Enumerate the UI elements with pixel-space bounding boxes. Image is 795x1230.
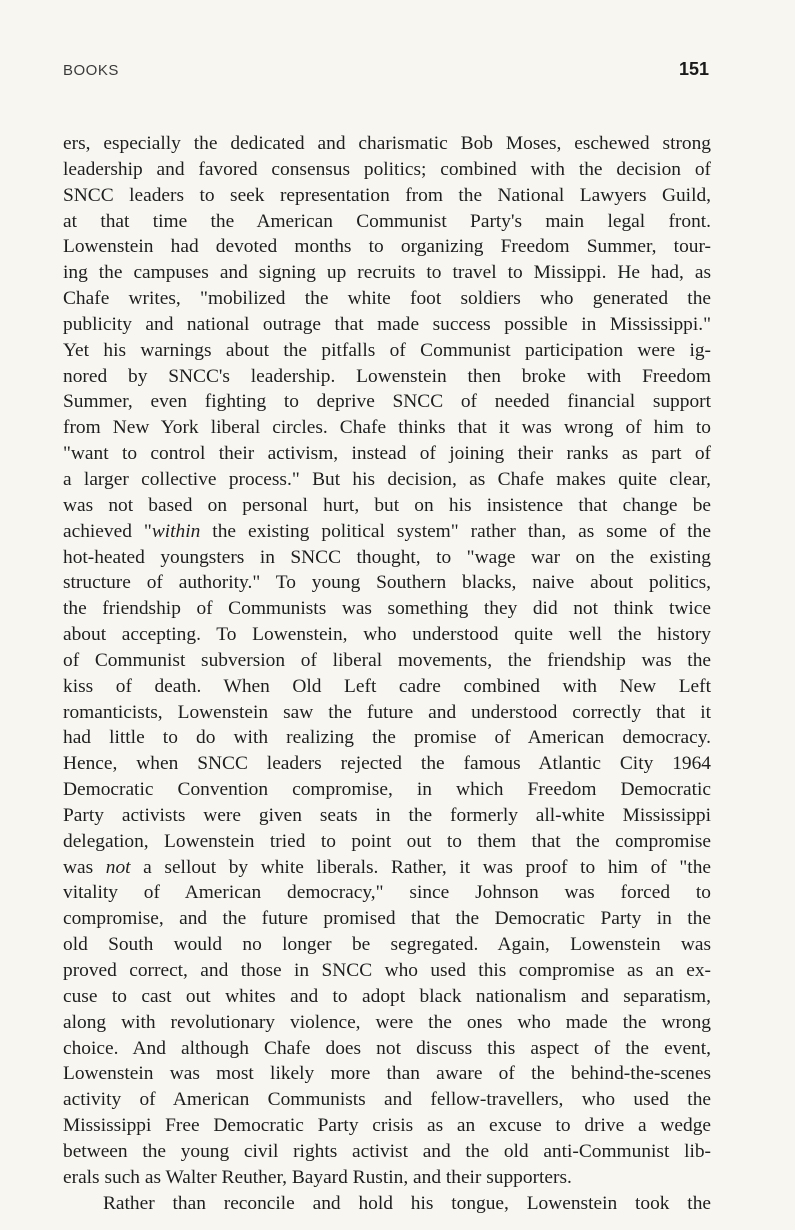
text-line	[63, 777, 711, 803]
text-line	[63, 751, 711, 777]
text-line	[63, 389, 711, 415]
text-line-content: Hence, when SNCC leaders rejected the famous Atlantic City 1964	[63, 753, 711, 775]
text-line	[63, 415, 711, 441]
text-line-content: Party activists were given seats in the formerly all-white Mississippi	[63, 804, 711, 826]
text-line	[63, 519, 711, 545]
text-line	[63, 622, 711, 648]
text-line	[63, 1061, 711, 1087]
text-line-content: nored by SNCC's leadership. Lowenstein then broke with Freedom	[63, 365, 711, 387]
text-line-content: from New York liberal circles. Chafe thinks that it was wrong of him to	[63, 417, 711, 439]
page-number: 151	[678, 59, 709, 79]
text-line	[63, 700, 711, 726]
text-line-content: Rather than reconcile and hold his tongue, Lowenstein took the	[103, 1192, 711, 1214]
text-segment: was	[63, 856, 106, 878]
text-line	[63, 209, 711, 235]
text-line-content: Mississippi Free Democratic Party crisis as an excuse to drive a wedge	[63, 1115, 711, 1137]
text-line	[63, 260, 711, 286]
text-line-content: Chafe writes, "mobilized the white foot soldiers who generated the	[63, 288, 711, 310]
text-line-content: delegation, Lowenstein tried to point out to them that the compromise	[63, 830, 711, 852]
text-line	[63, 1087, 711, 1113]
text-line-content: Democratic Convention compromise, in which Freedom Democratic	[63, 779, 711, 801]
text-line	[63, 958, 711, 984]
text-line	[63, 1191, 711, 1217]
text-line-content: hot-heated youngsters in SNCC thought, to "wage war on the existing	[63, 546, 711, 568]
text-line-content: Summer, even fighting to deprive SNCC of needed financial support	[63, 391, 711, 413]
text-line-content: about accepting. To Lowenstein, who understood quite well the history	[63, 624, 711, 646]
text-line	[63, 932, 711, 958]
emphasis-text: within	[151, 520, 201, 542]
text-line	[63, 803, 711, 829]
text-line	[63, 338, 711, 364]
text-line	[63, 1113, 711, 1139]
text-line-content: compromise, and the future promised that the Democratic Party in the	[63, 908, 711, 930]
text-line-content: erals such as Walter Reuther, Bayard Rustin, and their supporters.	[63, 1166, 572, 1188]
text-line-content: cuse to cast out whites and to adopt black nationalism and separatism,	[63, 985, 711, 1007]
text-line-content: vitality of American democracy," since Johnson was forced to	[63, 882, 711, 904]
text-line-content: romanticists, Lowenstein saw the future and understood correctly that it	[63, 701, 711, 723]
text-line	[63, 1036, 711, 1062]
text-line	[63, 570, 711, 596]
text-line-content: ers, especially the dedicated and charismatic Bob Moses, eschewed strong	[63, 133, 711, 154]
text-line-content: activity of American Communists and fellow-travellers, who used the	[63, 1089, 711, 1111]
text-line	[63, 467, 711, 493]
text-line	[63, 157, 711, 183]
text-line	[63, 234, 711, 260]
text-line	[63, 596, 711, 622]
text-line	[63, 906, 711, 932]
text-line	[63, 1165, 711, 1191]
text-line-content: at that time the American Communist Party's main legal front.	[63, 210, 711, 232]
text-line	[63, 880, 711, 906]
text-line-content: between the young civil rights activist and the old anti-Communist lib-	[63, 1140, 711, 1162]
text-line-content: the friendship of Communists was something they did not think twice	[63, 598, 711, 620]
text-line	[63, 984, 711, 1010]
text-segment: achieved "	[63, 520, 152, 542]
text-line-content: was not based on personal hurt, but on his insistence that change be	[63, 494, 711, 516]
text-line	[63, 312, 711, 338]
text-line-content: Yet his warnings about the pitfalls of Communist participation were ig-	[63, 339, 711, 361]
text-line	[63, 131, 711, 157]
text-line-content: of Communist subversion of liberal movements, the friendship was the	[63, 649, 711, 671]
text-line-content: leadership and favored consensus politics; combined with the decision of	[63, 158, 711, 180]
text-line	[63, 183, 711, 209]
text-line	[63, 545, 711, 571]
running-header	[63, 59, 709, 86]
text-line-content: had little to do with realizing the promise of American democracy.	[63, 727, 711, 749]
section-title: BOOKS	[63, 62, 119, 79]
text-line-content: publicity and national outrage that made success possible in Mississippi."	[63, 313, 711, 335]
text-segment: a sellout by white liberals. Rather, it was proof to him of "the	[130, 856, 711, 878]
text-line-content: kiss of death. When Old Left cadre combined with New Left	[63, 675, 711, 697]
text-line	[63, 286, 711, 312]
text-line	[63, 493, 711, 519]
text-line	[63, 364, 711, 390]
text-line-content: Lowenstein had devoted months to organizing Freedom Summer, tour-	[63, 236, 711, 258]
text-line-content: SNCC leaders to seek representation from the National Lawyers Guild,	[63, 184, 711, 206]
text-line	[63, 648, 711, 674]
text-line	[63, 674, 711, 700]
text-line	[63, 829, 711, 855]
text-line	[63, 1010, 711, 1036]
text-segment: the existing political system" rather than, as some of the	[200, 520, 711, 542]
text-line-content: structure of authority." To young Southern blacks, naive about politics,	[63, 572, 711, 594]
text-line-content: Lowenstein was most likely more than aware of the behind-the-scenes	[63, 1063, 711, 1085]
text-line-content: along with revolutionary violence, were the ones who made the wrong	[63, 1011, 711, 1033]
text-line	[63, 855, 711, 881]
text-line-content: a larger collective process." But his decision, as Chafe makes quite clear,	[63, 468, 711, 490]
emphasis-text: not	[105, 856, 131, 878]
body-text	[63, 131, 711, 1216]
text-line	[63, 725, 711, 751]
text-line-content: "want to control their activism, instead of joining their ranks as part of	[63, 443, 711, 465]
text-line-content: proved correct, and those in SNCC who used this compromise as an ex-	[63, 960, 711, 981]
text-line-content: ing the campuses and signing up recruits to travel to Missippi. He had, as	[63, 262, 711, 284]
text-line	[63, 1139, 711, 1165]
text-line	[63, 441, 711, 467]
text-line-content: old South would no longer be segregated. Again, Lowenstein was	[63, 934, 711, 956]
text-line-content: choice. And although Chafe does not discuss this aspect of the event,	[63, 1037, 711, 1059]
